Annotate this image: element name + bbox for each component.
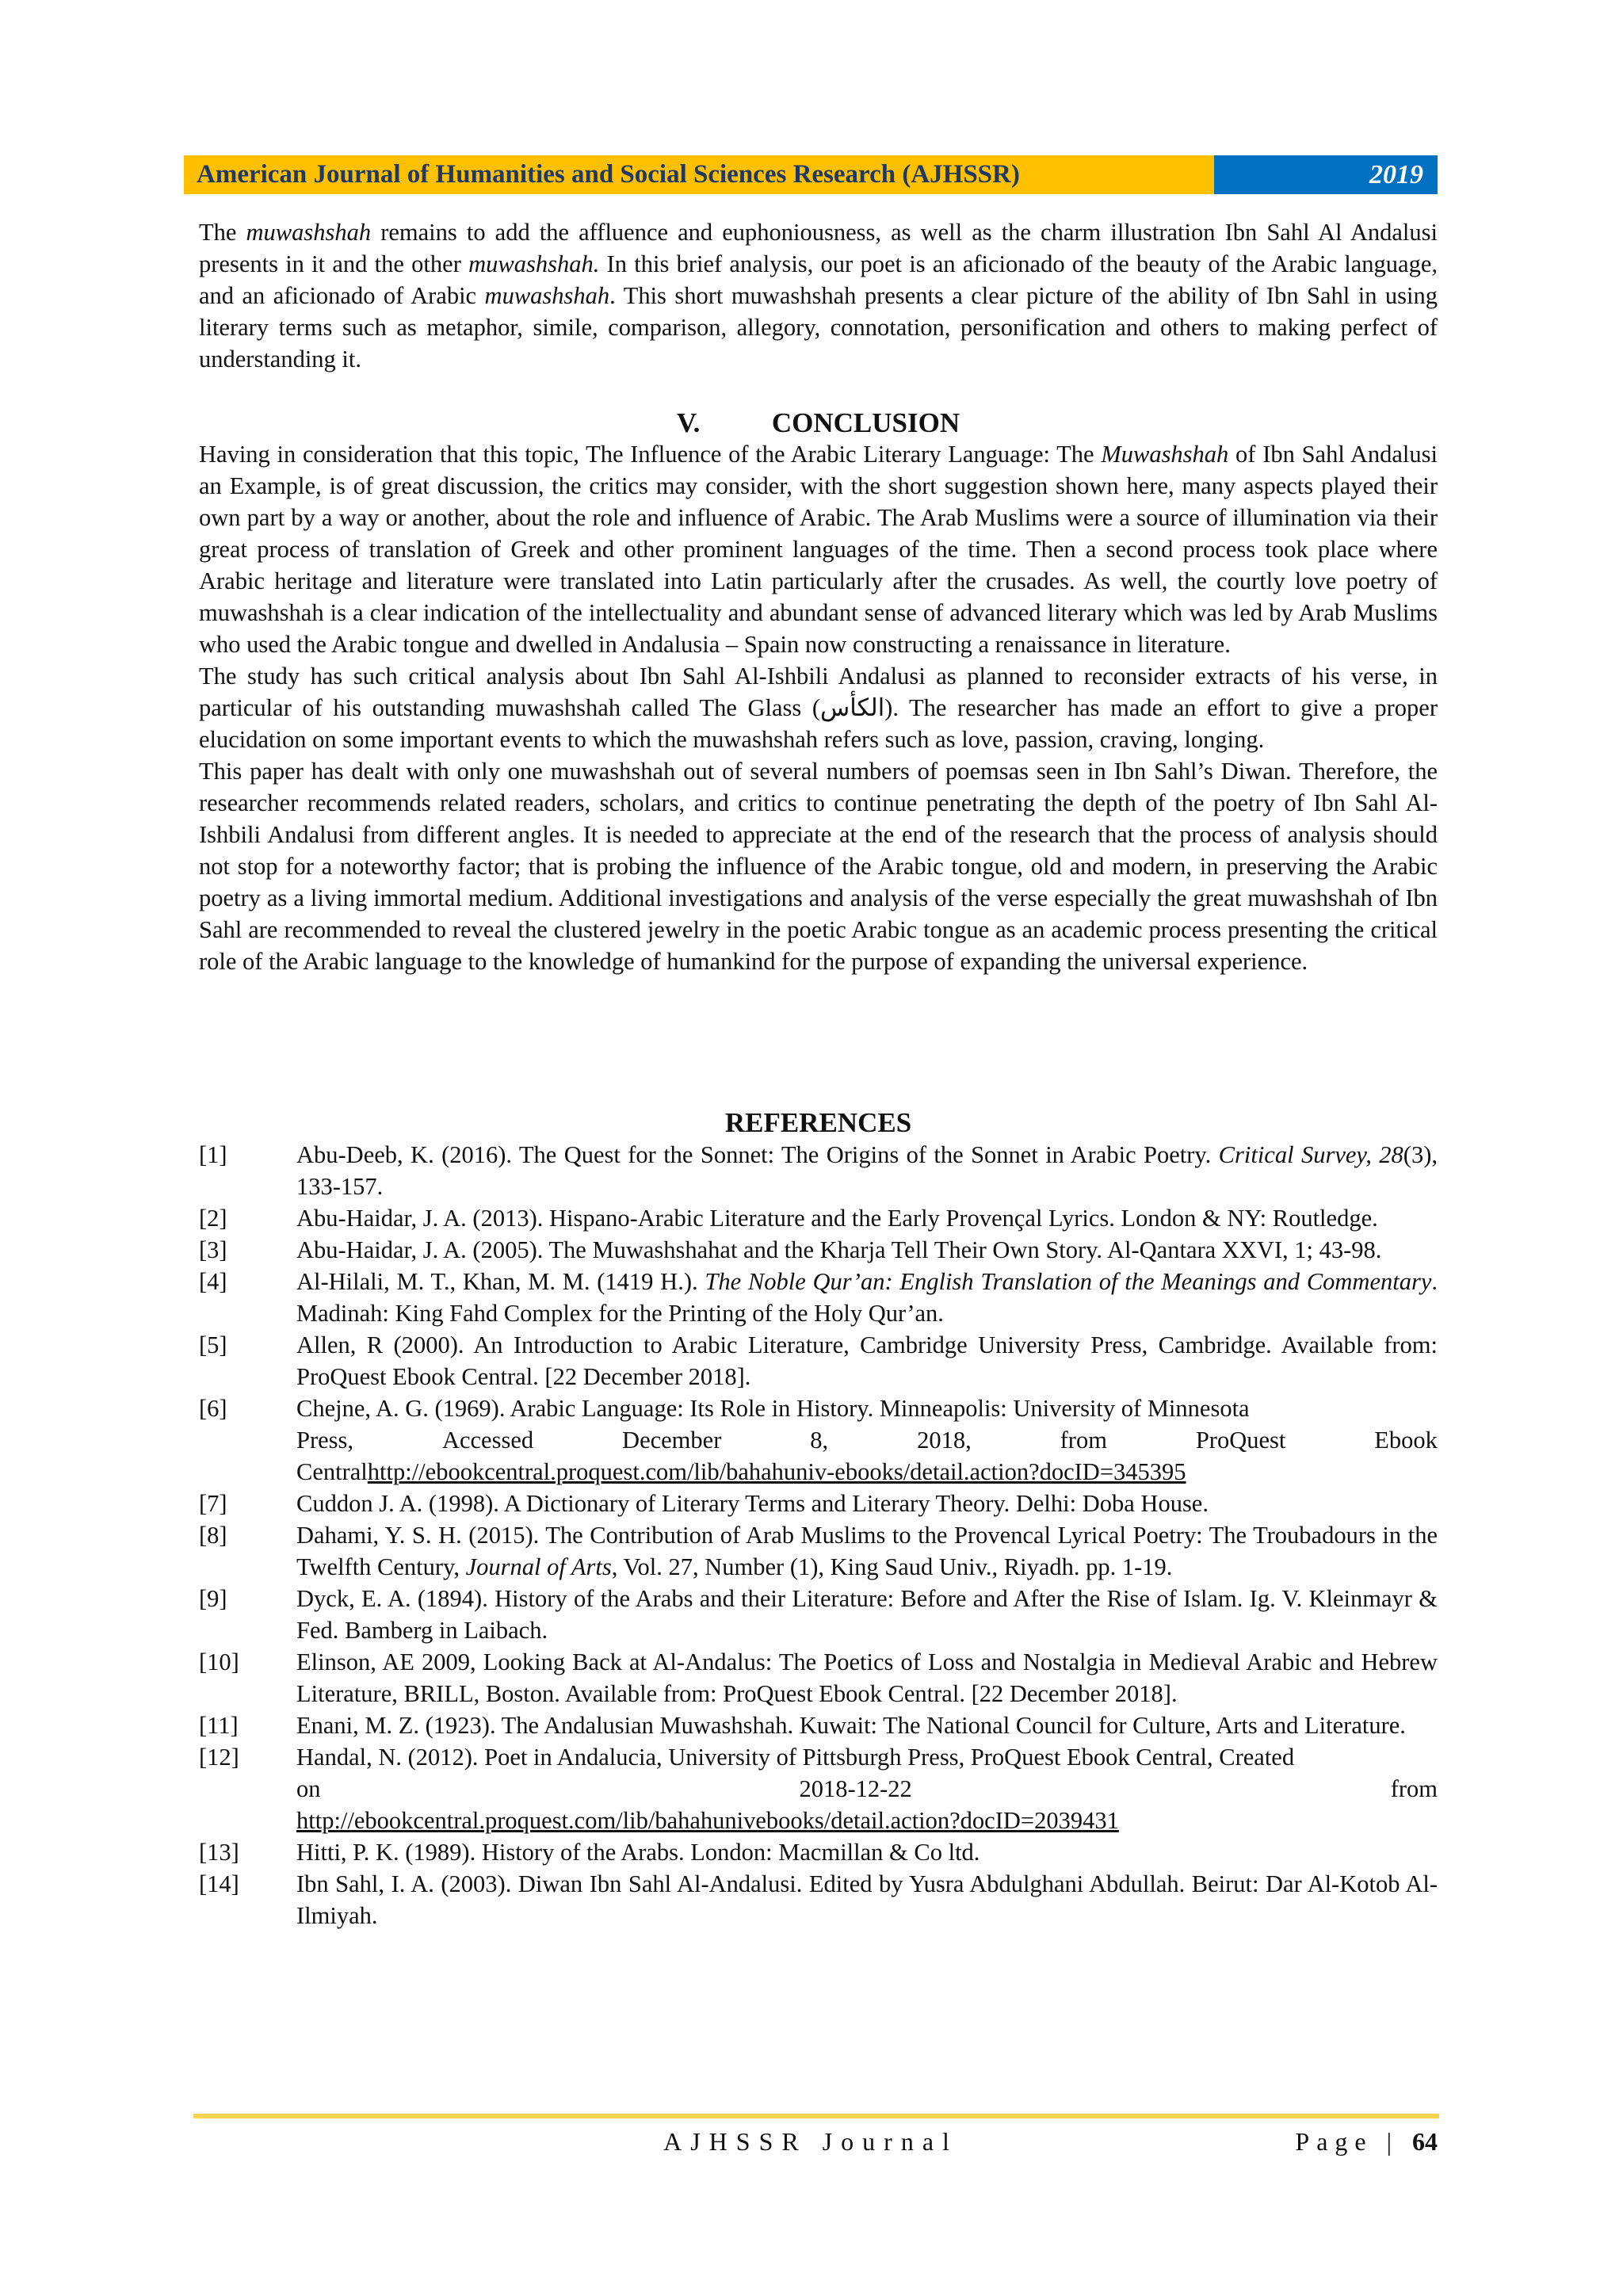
reference-link[interactable]: http://ebookcentral.proquest.com/lib/bahahuniv-ebooks/detail.action?docID=345395 [367,1458,1186,1485]
journal-title: American Journal of Humanities and Social Sciences Research (AJHSSR) [184,155,1214,194]
reference-number: [8] [199,1522,227,1549]
italic-term: muwashshah [246,219,372,246]
conclusion-heading [199,407,1438,439]
reference-number: [7] [199,1490,227,1517]
reference-journal: Journal of Arts [465,1553,612,1580]
reference-text: Abu-Haidar, J. A. (2005). The Muwashshahat and the Kharja Tell Their Own Story. Al-Qantara XXVI, 1; 43-98. [296,1236,1382,1263]
reference-text: Dahami, Y. S. H. (2015). The Contribution of Arab Muslims to the Provencal Lyrical Poetry: The Troubadours in the Twelfth Century, [296,1522,1438,1580]
reference-text: Central [296,1458,368,1485]
reference-number: [5] [199,1331,227,1358]
text-run: ). The researcher has made an effort to give a proper elucidation on some important events to which the muwashshah refers such as love, passion, craving, longing. [199,694,1438,753]
reference-item [199,1646,1438,1710]
page-number-block [1295,2124,1438,2159]
reference-number: [14] [199,1870,239,1897]
italic-term: Muwashshah [1101,441,1229,468]
text-run: The [199,219,246,246]
reference-word: 8, [810,1427,829,1454]
reference-word: from [1390,1775,1438,1802]
reference-justified-line [296,1424,1438,1456]
conclusion-paragraph-3: This paper has dealt with only one muwashshah out of several numbers of poemsas seen in Ibn Sahl’s Diwan. Therefore, the researcher recommends related readers, scholars, and critics to continue penetrating the depth of the poetry of Ibn Sahl Al-Ishbili Andalusi from different angles. It is needed to appreciate at the end of the research that the process of analysis should not stop for a noteworthy factor; that is probing the influence of the Arabic tongue, old and modern, in preserving the Arabic poetry as a living immortal medium. Additional investigations and analysis of the verse especially the great muwashshah of Ibn Sahl are recommended to reveal the clustered jewelry in the poetic Arabic tongue as an academic process presenting the critical role of the Arabic language to the knowledge of humankind for the purpose of expanding the universal experience. [199,758,1438,975]
reference-item [199,1488,1438,1519]
reference-number: [4] [199,1268,227,1295]
reference-word: from [1060,1427,1107,1454]
reference-item [199,1741,1438,1836]
conclusion-section [199,438,1438,977]
reference-item [199,1836,1438,1868]
reference-book-title: The Noble Qur’an: English Translation of the Meanings and Commentary [705,1268,1432,1295]
reference-item [199,1392,1438,1488]
reference-item [199,1583,1438,1646]
reference-link[interactable]: http://ebookcentral.proquest.com/lib/bahahunivebooks/detail.action?docID=2039431 [296,1807,1119,1834]
section-title: CONCLUSION [771,407,960,438]
reference-text: Handal, N. (2012). Poet in Andalucia, University of Pittsburgh Press, ProQuest Ebook Central, Created [296,1744,1295,1771]
reference-word: on [296,1775,321,1802]
italic-comma: , [1431,250,1438,277]
reference-number: [6] [199,1395,227,1422]
reference-item [199,1868,1438,1931]
reference-number: [10] [199,1648,239,1675]
reference-item [199,1234,1438,1266]
reference-text: Ibn Sahl, I. A. (2003). Diwan Ibn Sahl Al-Andalusi. Edited by Yusra Abdulghani Abdullah. Beirut: Dar Al-Kotob Al-Ilmiyah. [296,1870,1438,1929]
reference-word: Accessed [441,1427,534,1454]
text-run: and an aficionado of Arabic [199,282,485,309]
footer-divider [193,2114,1439,2118]
reference-word: Ebook [1374,1427,1438,1454]
reference-text: . Madinah: King Fahd Complex for the Printing of the Holy Qur’an. [296,1268,1438,1327]
text-run: . This short muwashshah presents a clear picture of the ability of Ibn Sahl in using literary terms such as metaphor, simile, comparison, allegory, connotation, personification and others to making perfect of understanding it. [199,282,1438,372]
text-run: remains to add the affluence and euphoniousness, as well as the charm illustration Ibn Sahl Al Andalusi presents in it and the other [199,219,1438,277]
reference-text: Al-Hilali, M. T., Khan, M. M. (1419 H.). [296,1268,705,1295]
text-run: Having in consideration that this topic, The Influence of the Arabic Literary Language: The [199,441,1102,468]
reference-number: [3] [199,1236,227,1263]
reference-justified-line [296,1773,1438,1805]
reference-number: [9] [199,1585,227,1612]
text-run: is of great discussion, the critics may consider, with the short suggestion shown here, many aspects played their own part by a way or another, about the role and influence of Arabic. The Arab Muslims were a source of illumination via their great process of translation of Greek and other prominent languages of the time. Then a second process took place where Arabic heritage and literature were translated into Latin particularly after the crusades. As well, the courtly love poetry of muwashshah is a clear indication of the intellectuality and abundant sense of advanced literary which was led by Arab Muslims who used the Arabic tongue and dwelled in Andalusia – Spain now constructing a renaissance in literature. [199,472,1438,658]
references-heading: REFERENCES [724,1107,912,1138]
reference-item [199,1139,1438,1202]
italic-comma: , [315,472,322,499]
reference-text: Dyck, E. A. (1894). History of the Arabs and their Literature: Before and After the Rise of Islam. Ig. V. Kleinmayr & Fed. Bamberg in Laibach. [296,1585,1438,1644]
reference-journal: Critical Survey, 28 [1218,1141,1403,1168]
reference-text: Allen, R (2000). An Introduction to Arabic Literature, Cambridge University Press, Cambridge. Available from: ProQuest Ebook Central. [22 December 2018]. [296,1331,1438,1390]
page-footer [184,2124,1438,2159]
reference-word: Press, [296,1427,354,1454]
reference-item [199,1329,1438,1392]
page-label: Page | [1295,2127,1399,2156]
footer-journal-name: AJHSSR Journal [663,2127,958,2156]
reference-number: [2] [199,1205,227,1232]
reference-number: [1] [199,1141,227,1168]
journal-year: 2019 [1214,155,1438,194]
reference-text: Elinson, AE 2009, Looking Back at Al-Andalus: The Poetics of Loss and Nostalgia in Medieval Arabic and Hebrew Literature, BRILL, Boston. Available from: ProQuest Ebook Central. [22 December 2018]. [296,1648,1438,1707]
running-header [184,155,1438,194]
italic-term: muwashshah. [468,250,600,277]
reference-word: December [622,1427,722,1454]
reference-text: Chejne, A. G. (1969). Arabic Language: Its Role in History. Minneapolis: University of Minnesota [296,1395,1250,1422]
reference-text: Abu-Deeb, K. (2016). The Quest for the Sonnet: The Origins of the Sonnet in Arabic Poetry. [296,1141,1219,1168]
conclusion-paragraph-2 [199,660,1438,755]
section-number: V. [676,407,701,438]
reference-text: Abu-Haidar, J. A. (2013). Hispano-Arabic Literature and the Early Provençal Lyrics. London & NY: Routledge. [296,1205,1378,1232]
reference-number: [11] [199,1712,239,1739]
reference-text: Hitti, P. K. (1989). History of the Arabs. London: Macmillan & Co ltd. [296,1839,980,1866]
intro-paragraph [199,216,1438,375]
italic-term: muwashshah [484,282,610,309]
reference-list [199,1139,1438,1931]
reference-word: 2018-12-22 [799,1775,912,1802]
reference-item [199,1266,1438,1329]
reference-item [199,1519,1438,1583]
text-run: of Ibn Sahl Andalusi an Example [199,441,1438,499]
reference-text: (3), 133-157. [296,1141,1438,1200]
reference-link-line [296,1456,1438,1488]
reference-item [199,1710,1438,1741]
intro-section [199,216,1438,375]
reference-word: ProQuest [1195,1427,1286,1454]
page-number: 64 [1412,2127,1438,2156]
conclusion-paragraph-1 [199,438,1438,660]
reference-text: Enani, M. Z. (1923). The Andalusian Muwashshah. Kuwait: The National Council for Culture, Arts and Literature. [296,1712,1406,1739]
reference-text: Cuddon J. A. (1998). A Dictionary of Literary Terms and Literary Theory. Delhi: Doba House. [296,1490,1209,1517]
reference-number: [12] [199,1744,239,1771]
reference-number: [13] [199,1839,239,1866]
arabic-term: الكأس [820,694,885,721]
text-run: The study has such critical analysis about Ibn Sahl Al-Ishbili Andalusi as planned to reconsider extracts of his verse, in particular of his outstanding muwashshah called The Glass ( [199,663,1438,721]
text-run: In this brief analysis, our poet is an aficionado of the beauty of the Arabic language [599,250,1432,277]
reference-word: 2018, [917,1427,972,1454]
reference-item [199,1202,1438,1234]
reference-text: , Vol. 27, Number (1), King Saud Univ., Riyadh. pp. 1-19. [611,1553,1173,1580]
